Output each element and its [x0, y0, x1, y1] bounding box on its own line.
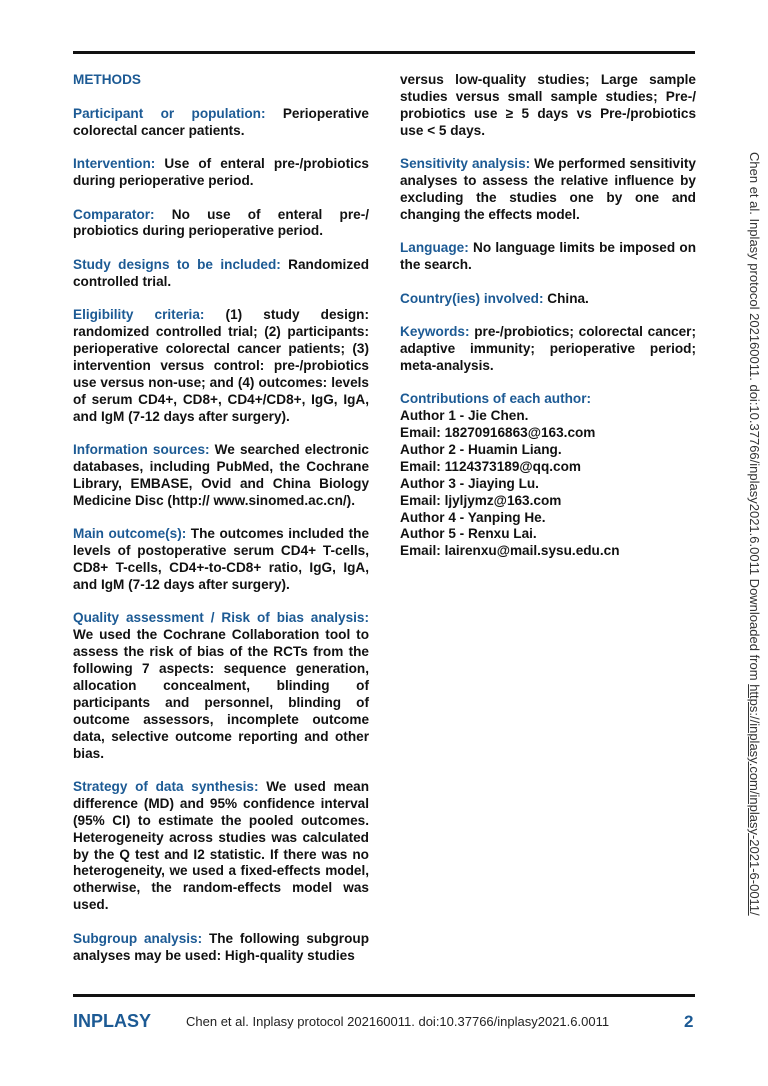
section-text: The outcomes included the levels of postoperative serum CD4+ T-cells, CD8+ T-cells, CD4+-to-CD8+ ratio, IgG, IgA, and IgM (7-12 days after surgery).	[73, 526, 370, 592]
top-rule	[73, 51, 695, 54]
section-heading: Comparator:	[73, 206, 155, 222]
study-designs-section	[73, 257, 369, 291]
section-heading: Subgroup analysis:	[73, 930, 203, 946]
section-text: versus low-quality studies; Large sample studies versus small sample studies; Pre-/ probiotics use ≥ 5 days vs Pre-/probiotics use < 5 days.	[400, 72, 696, 138]
section-text: pre-/probiotics; colorectal cancer; adaptive immunity; perioperative period; meta-analysis.	[400, 323, 696, 373]
section-text: Perioperative colorectal cancer patients.	[73, 105, 369, 138]
section-heading: Quality assessment / Risk of bias analysis:	[73, 610, 369, 626]
side-download-note	[743, 152, 765, 932]
footer-rule	[73, 994, 695, 997]
footer-citation: Chen et al. Inplasy protocol 202160011. doi:10.37766/inplasy2021.6.0011	[186, 1014, 610, 1029]
section-text: No use of enteral pre-/ probiotics during perioperative period.	[73, 206, 369, 239]
data-synthesis-section	[73, 779, 369, 914]
contributions-section	[400, 391, 696, 560]
right-column	[400, 72, 696, 560]
author-line: Author 2 - Huamin Liang.	[400, 441, 562, 457]
section-heading: Intervention:	[73, 156, 156, 172]
page-number: 2	[684, 1012, 694, 1031]
side-note-text-wrapper	[743, 152, 765, 916]
section-heading: Language:	[400, 240, 469, 256]
author-line: Author 3 - Jiaying Lu.	[400, 475, 539, 491]
section-heading: Sensitivity analysis:	[400, 156, 531, 172]
comparator-section	[73, 207, 369, 241]
language-section	[400, 240, 696, 274]
section-heading: Study designs to be included:	[73, 256, 281, 272]
author-line: Author 4 - Yanping He.	[400, 509, 546, 525]
side-note-text: Chen et al. Inplasy protocol 202160011. doi:10.37766/inplasy2021.6.0011 Downloaded from	[747, 152, 762, 685]
section-text: (1) study design: randomized controlled trial; (2) participants: perioperative colorectal cancer patients; (3) intervention versus control: pre-/probiotics use versus non-use; and (4) outcomes: levels of serum CD4+, CD8+, CD4+/CD8+, IgG, IgA, and IgM (7-12 days after surgery).	[73, 307, 369, 424]
footer-brand-logo: INPLASY	[73, 1011, 152, 1031]
left-column	[73, 72, 369, 981]
participant-section	[73, 106, 369, 140]
section-text: No language limits be imposed on the search.	[400, 240, 696, 273]
contributions-heading: Contributions of each author:	[400, 391, 592, 407]
section-title: METHODS	[73, 72, 141, 87]
author-line: Author 1 - Jie Chen.	[400, 408, 529, 424]
section-text: We performed sensitivity analyses to assess the relative influence by excluding the studies one by one and changing the effects model.	[400, 156, 696, 222]
section-heading: Strategy of data synthesis:	[73, 778, 259, 794]
email-line: Email: ljyljymz@163.com	[400, 492, 562, 508]
section-heading: Keywords:	[400, 323, 470, 339]
section-heading: Information sources:	[73, 442, 210, 457]
section-text: Randomized controlled trial.	[73, 256, 369, 289]
section-text: The following subgroup analyses may be used: High-quality studies	[73, 930, 369, 963]
sensitivity-analysis-section	[400, 156, 696, 224]
section-text: Use of enteral pre-/probiotics during perioperative period.	[73, 156, 369, 189]
section-heading: Country(ies) involved:	[400, 290, 544, 306]
email-line: Email: 1124373189@qq.com	[400, 458, 582, 474]
email-line: Email: lairenxu@mail.sysu.edu.cn	[400, 543, 620, 559]
keywords-section	[400, 324, 696, 375]
author-line: Author 5 - Renxu Lai.	[400, 526, 537, 542]
section-heading: Participant or population:	[73, 105, 266, 121]
country-section	[400, 291, 696, 308]
section-heading: Main outcome(s):	[73, 526, 187, 542]
email-line: Email: 18270916863@163.com	[400, 425, 596, 440]
quality-assessment-section	[73, 610, 369, 762]
download-link[interactable]: https://inplasy.com/inplasy-2021-6-0011/	[747, 684, 762, 916]
subgroup-analysis-section	[73, 931, 369, 965]
information-sources-section	[73, 442, 369, 510]
subgroup-continued-section	[400, 72, 696, 140]
section-text: China.	[543, 290, 589, 306]
section-text: We searched electronic databases, including PubMed, the Cochrane Library, EMBASE, Ovid and China Biology Medicine Disc (http:// www.sinomed.ac.cn/).	[73, 442, 369, 508]
main-outcomes-section	[73, 526, 369, 594]
section-heading: Eligibility criteria:	[73, 307, 205, 323]
intervention-section	[73, 156, 369, 190]
eligibility-section	[73, 307, 369, 425]
section-text: We used the Cochrane Collaboration tool to assess the risk of bias of the RCTs from the following 7 aspects: sequence generation, allocation concealment, blinding of participants and personnel, blinding of outcome assessors, incomplete outcome data, selective outcome reporting and other bias.	[73, 627, 369, 761]
section-text: We used mean difference (MD) and 95% confidence interval (95% CI) to estimate the pooled outcomes. Heterogeneity across studies was calculated by the Q test and I2 statistic. If there was no heterogeneity, we used a fixed-effects model, otherwise, the random-effects model was used.	[73, 778, 369, 913]
